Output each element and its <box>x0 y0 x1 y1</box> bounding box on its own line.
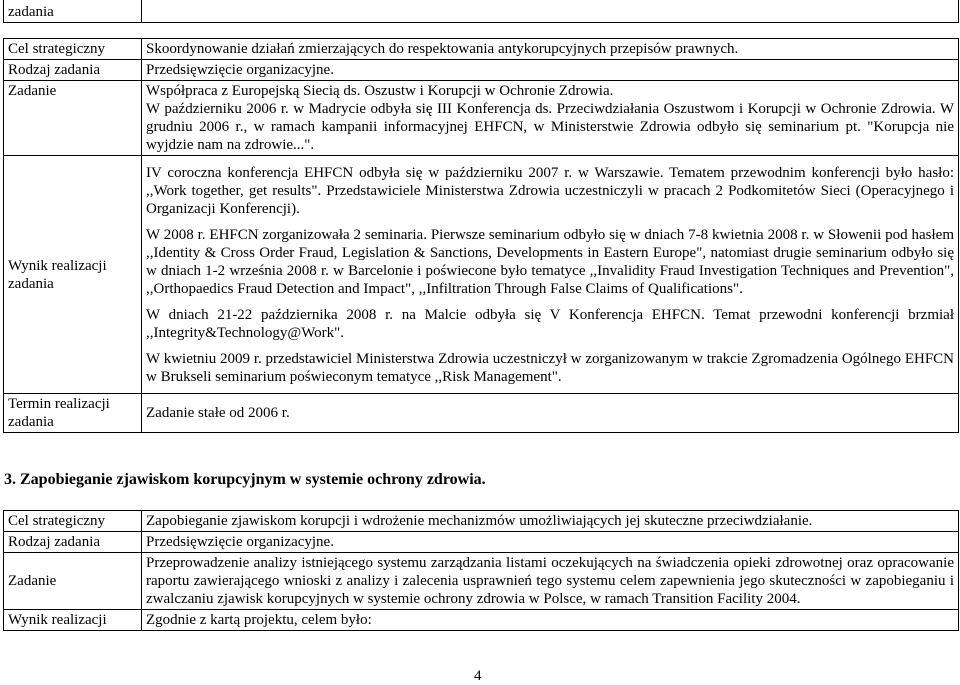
row-label: Zadanie <box>4 81 142 156</box>
zadanie-line: W październiku 2006 r. w Madrycie odbyła się III Konferencja ds. Przeciwdziałania Oszustwom i Korupcji w Ochronie Zdrowia. W grudniu 2006 r., w ramach kampanii informacyjnej EHFCN, w Ministerstwie Zdrowia odbyło się seminarium pt. "Korupcja nie wyjdzie nam na zdrowie...". <box>146 101 954 153</box>
row-label: Cel strategiczny <box>4 39 142 60</box>
row-label: Rodzaj zadania <box>4 60 142 81</box>
zadanie-line: Współpraca z Europejską Siecią ds. Oszustw i Korupcji w Ochronie Zdrowia. <box>146 83 614 99</box>
task-table-2 <box>3 510 959 631</box>
row-label: Termin realizacji zadania <box>4 394 142 433</box>
cell-empty <box>142 0 959 23</box>
row-value: Zadanie stałe od 2006 r. <box>142 394 959 433</box>
row-label: Zadanie <box>4 553 142 610</box>
row-value: Zapobieganie zjawiskom korupcji i wdrożenie mechanizmów umożliwiających jej skuteczne przeciwdziałanie. <box>142 511 959 532</box>
table-row <box>4 532 959 553</box>
row-value: Przeprowadzenie analizy istniejącego systemu zarządzania listami oczekujących na świadczenia opieki zdrowotnej oraz opracowanie raportu zawierającego wnioski z analizy i zalecenia usprawnień tego systemu celem zapewnienia jego skuteczności w zapobieganiu i zwalczaniu zjawisk korupcyjnych w systemie ochrony zdrowia w Polsce, w ramach Transition Facility 2004. <box>142 553 959 610</box>
result-paragraph: W dniach 21-22 października 2008 r. na Malcie odbyła się V Konferencja EHFCN. Temat przewodni konferencji brzmiał ,,Integrity&Technology@Work". <box>146 307 954 341</box>
result-paragraph: W kwietniu 2009 r. przedstawiciel Ministerstwa Zdrowia uczestniczył w zorganizowanym w trakcie Zgromadzenia Ogólnego EHFCN w Brukseli seminarium poświeconym tematyce ,,Risk Management". <box>146 351 954 385</box>
table-row <box>4 553 959 610</box>
cell-label-zadania: zadania <box>4 0 142 23</box>
result-paragraph: W 2008 r. EHFCN zorganizowała 2 seminaria. Pierwsze seminarium odbyło się w dniach 7-8 kwietnia 2008 r. w Słowenii pod hasłem ,,Identity & Cross Order Fraud, Legislation & Sanctions, Developments in Eastern Europe", natomiast drugie seminarium odbyło się w dniach 1-2 września 2008 r. w Barcelonie i poświecone było tematyce ,,Invalidity Fraud Investigation Techniques and Prevention", ,,Orthopaedics Fraud Detection and Impact", ,,Infiltration Through False Claims of Qualifications". <box>146 227 954 297</box>
section-heading: 3. Zapobieganie zjawiskom korupcyjnym w systemie ochrony zdrowia. <box>4 471 486 488</box>
row-value <box>142 156 959 394</box>
row-label: Wynik realizacji zadania <box>4 156 142 394</box>
table-row <box>4 610 959 631</box>
table-row <box>4 39 959 60</box>
row-value: Zgodnie z kartą projektu, celem było: <box>142 610 959 631</box>
previous-table-fragment <box>3 0 959 23</box>
table-row <box>4 156 959 394</box>
row-value: Przedsięwzięcie organizacyjne. <box>142 532 959 553</box>
row-label: Wynik realizacji <box>4 610 142 631</box>
row-value: Skoordynowanie działań zmierzających do respektowania antykorupcyjnych przepisów prawnych. <box>142 39 959 60</box>
row-value <box>142 81 959 156</box>
row-label: Rodzaj zadania <box>4 532 142 553</box>
row-value: Przedsięwzięcie organizacyjne. <box>142 60 959 81</box>
table-row <box>4 81 959 156</box>
table-row <box>4 60 959 81</box>
table-row <box>4 394 959 433</box>
row-label: Cel strategiczny <box>4 511 142 532</box>
result-paragraph: IV coroczna konferencja EHFCN odbyła się w październiku 2007 r. w Warszawie. Tematem przewodnim konferencji było hasło: ,,Work together, get results". Przedstawiciele Ministerstwa Zdrowia uczestniczyli w pracach 2 Podkomitetów Sieci (Operacyjnego i Organizacji Konferencji). <box>146 165 954 217</box>
page-number: 4 <box>474 668 482 684</box>
table-row <box>4 511 959 532</box>
task-table-1 <box>3 38 959 433</box>
